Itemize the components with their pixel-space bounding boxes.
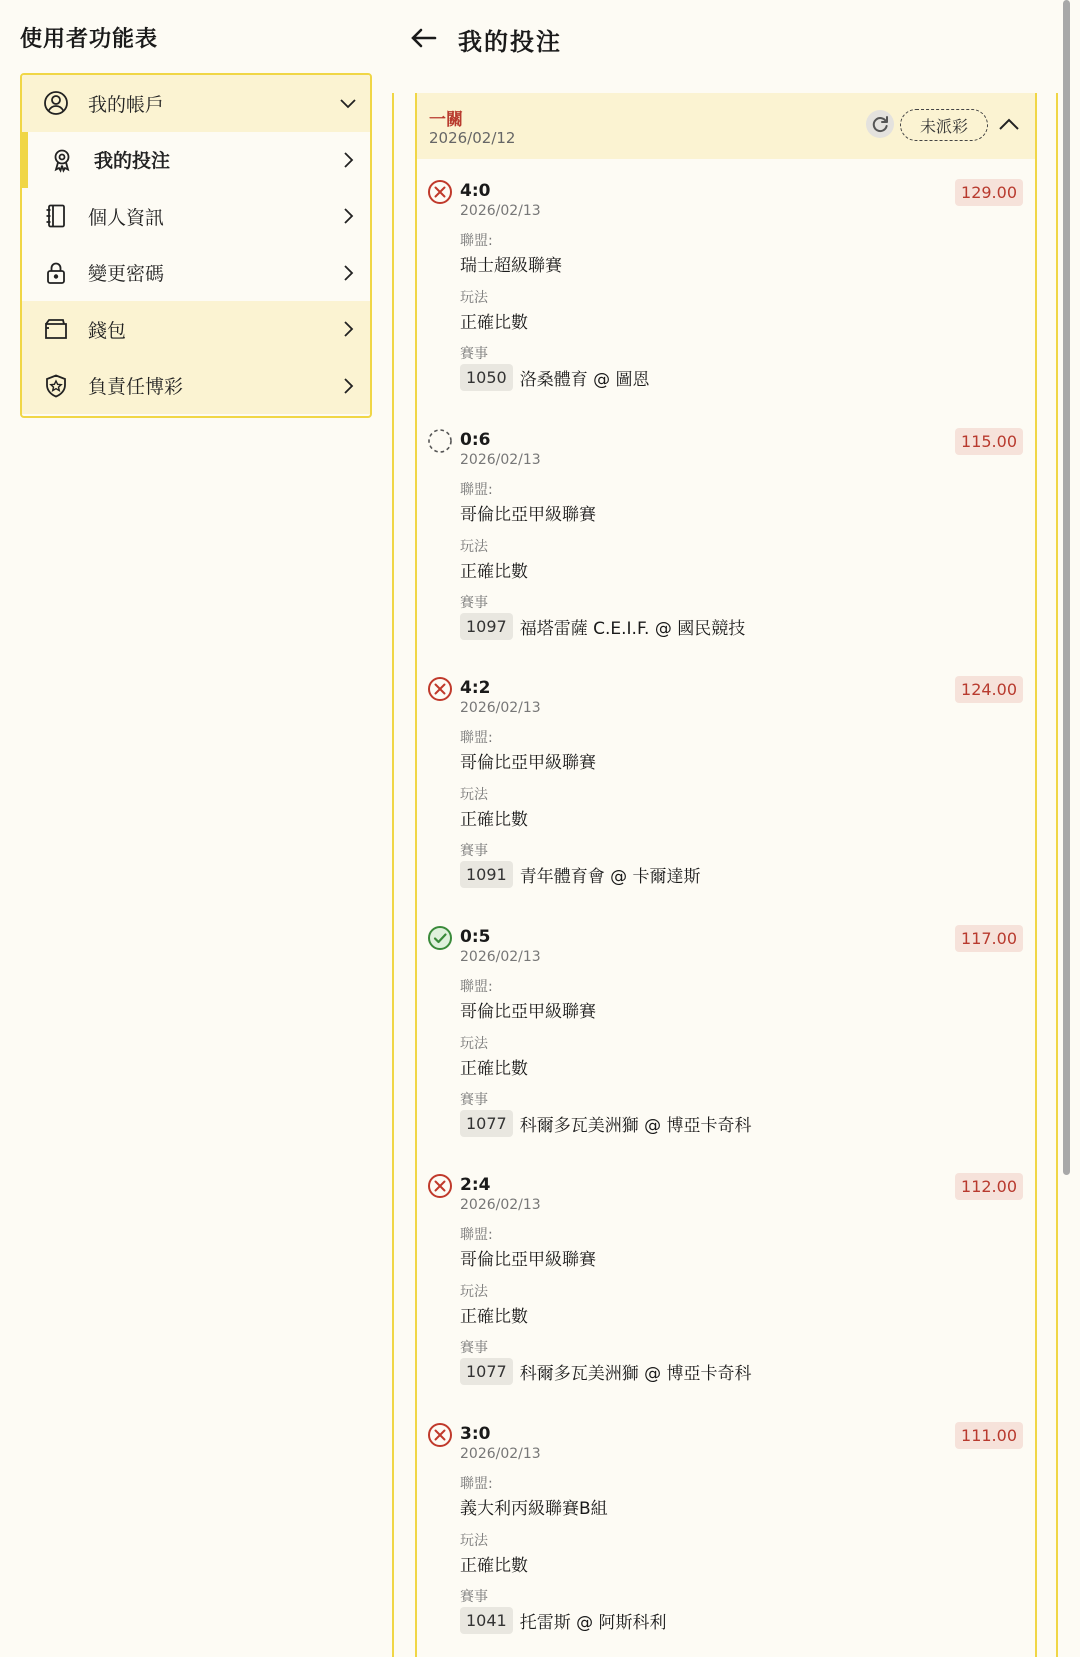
sidebar-item-label: 錢包 (88, 319, 127, 342)
sidebar-item-change-password[interactable] (22, 245, 370, 302)
play-label: 玩法 (460, 787, 488, 803)
match-name: 福塔雷薩 C.E.I.F. @ 國民競技 (519, 618, 746, 639)
leg-odds: 112.00 (955, 1173, 1023, 1200)
sidebar-item-responsible-gaming[interactable] (22, 358, 370, 415)
user-menu (20, 73, 372, 418)
bet-leg (417, 408, 1035, 657)
leg-date: 2026/02/13 (460, 203, 541, 219)
leg-date: 2026/02/13 (460, 451, 541, 468)
bet-date: 2026/02/12 (429, 129, 516, 147)
league-value: 哥倫比亞甲級聯賽 (460, 504, 596, 525)
match-number: 1077 (460, 1110, 513, 1137)
match-row (460, 1110, 752, 1137)
sidebar-item-label: 變更密碼 (88, 263, 165, 286)
user-circle-icon (42, 89, 70, 117)
match-name: 科爾多瓦美洲獅 @ 博亞卡奇科 (519, 1364, 752, 1384)
leg-odds: 129.00 (955, 179, 1023, 206)
match-row (460, 613, 745, 640)
league-label: 聯盟: (460, 730, 493, 746)
sidebar-title: 使用者功能表 (20, 27, 159, 52)
match-name: 托雷斯 @ 阿斯科利 (519, 1612, 667, 1633)
sidebar-item-personal-info[interactable] (22, 188, 370, 245)
league-value: 哥倫比亞甲級聯賽 (460, 1001, 596, 1022)
match-number: 1077 (460, 1358, 513, 1385)
play-value: 正確比數 (460, 1058, 528, 1079)
leg-date: 2026/02/13 (460, 700, 541, 716)
sidebar-item-wallet[interactable] (22, 301, 370, 358)
sidebar-item-label: 負責任博彩 (88, 376, 184, 399)
match-label: 賽事 (460, 346, 488, 362)
match-name: 青年體育會 @ 卡爾達斯 (519, 867, 701, 887)
league-value: 瑞士超級聯賽 (460, 256, 562, 276)
status-badge: 未派彩 (900, 109, 988, 141)
league-label: 聯盟: (460, 1475, 493, 1492)
chevron-up-icon[interactable] (995, 111, 1023, 139)
chevron-right-icon (338, 150, 358, 170)
match-number: 1041 (460, 1607, 513, 1634)
leg-odds: 115.00 (955, 428, 1023, 455)
match-label: 賽事 (460, 594, 488, 611)
won-check-circle-icon (427, 925, 453, 951)
chevron-down-icon (338, 93, 358, 113)
sidebar-item-label: 個人資訊 (88, 206, 165, 229)
leg-date: 2026/02/13 (460, 948, 541, 965)
lost-x-circle-icon (427, 1422, 453, 1448)
match-row (460, 364, 650, 391)
bet-leg (417, 1153, 1035, 1402)
lost-x-circle-icon (427, 179, 453, 205)
match-label: 賽事 (460, 1588, 488, 1605)
play-label: 玩法 (460, 1284, 488, 1300)
bet-leg (417, 1402, 1035, 1651)
lost-x-circle-icon (427, 676, 453, 702)
wallet-icon (42, 315, 70, 343)
play-value: 正確比數 (460, 810, 528, 830)
leg-odds: 117.00 (955, 925, 1023, 952)
page-title: 我的投注 (458, 28, 562, 56)
leg-odds: 111.00 (955, 1422, 1023, 1449)
match-number: 1097 (460, 613, 513, 640)
play-value: 正確比數 (460, 1307, 528, 1327)
league-label: 聯盟: (460, 1227, 493, 1243)
leg-score: 2:4 (460, 1175, 491, 1195)
match-label: 賽事 (460, 1091, 488, 1108)
match-row (460, 1607, 667, 1634)
award-badge-icon (48, 146, 76, 174)
league-value: 哥倫比亞甲級聯賽 (460, 1250, 596, 1270)
match-label: 賽事 (460, 1340, 488, 1356)
match-number: 1091 (460, 861, 513, 888)
leg-date: 2026/02/13 (460, 1197, 541, 1213)
match-row (460, 1358, 752, 1385)
bet-leg (417, 159, 1035, 408)
leg-score: 4:0 (460, 181, 491, 201)
sidebar-item-my-bets[interactable] (22, 132, 370, 189)
league-value: 哥倫比亞甲級聯賽 (460, 753, 596, 773)
chevron-right-icon (338, 206, 358, 226)
play-value: 正確比數 (460, 313, 528, 333)
leg-odds: 124.00 (955, 676, 1023, 703)
leg-score: 4:2 (460, 678, 491, 698)
refresh-icon[interactable] (865, 109, 895, 139)
sidebar-item-label: 我的帳戶 (88, 93, 165, 116)
match-name: 科爾多瓦美洲獅 @ 博亞卡奇科 (519, 1115, 752, 1136)
sidebar-item-my-account[interactable] (22, 75, 370, 132)
bet-type: 一關 (429, 110, 463, 130)
chevron-right-icon (338, 319, 358, 339)
match-label: 賽事 (460, 843, 488, 859)
bet-leg (417, 656, 1035, 905)
leg-score: 3:0 (460, 1423, 491, 1444)
league-value: 義大利丙級聯賽B組 (460, 1498, 608, 1519)
play-value: 正確比數 (460, 1555, 528, 1576)
pending-dashed-circle-icon (427, 428, 453, 454)
chevron-right-icon (338, 263, 358, 283)
bet-card-header[interactable] (417, 93, 1035, 159)
league-label: 聯盟: (460, 481, 493, 498)
bet-legs-list (417, 159, 1035, 1650)
scrollbar[interactable] (1063, 0, 1070, 1175)
lock-icon (42, 259, 70, 287)
leg-score: 0:5 (460, 926, 491, 947)
notebook-icon (42, 202, 70, 230)
match-number: 1050 (460, 364, 513, 391)
play-label: 玩法 (460, 1035, 488, 1052)
arrow-left-icon[interactable] (408, 22, 440, 54)
match-row (460, 861, 701, 888)
lost-x-circle-icon (427, 1173, 453, 1199)
bet-leg (417, 905, 1035, 1154)
leg-date: 2026/02/13 (460, 1445, 541, 1462)
play-label: 玩法 (460, 1532, 488, 1549)
play-label: 玩法 (460, 290, 488, 306)
play-label: 玩法 (460, 538, 488, 555)
chevron-right-icon (338, 376, 358, 396)
play-value: 正確比數 (460, 561, 528, 582)
shield-star-icon (42, 372, 70, 400)
leg-score: 0:6 (460, 429, 491, 450)
bet-card (415, 93, 1037, 1657)
sidebar-item-label: 我的投注 (94, 150, 171, 173)
match-name: 洛桑體育 @ 圖恩 (519, 370, 650, 390)
league-label: 聯盟: (460, 978, 493, 995)
league-label: 聯盟: (460, 233, 493, 249)
